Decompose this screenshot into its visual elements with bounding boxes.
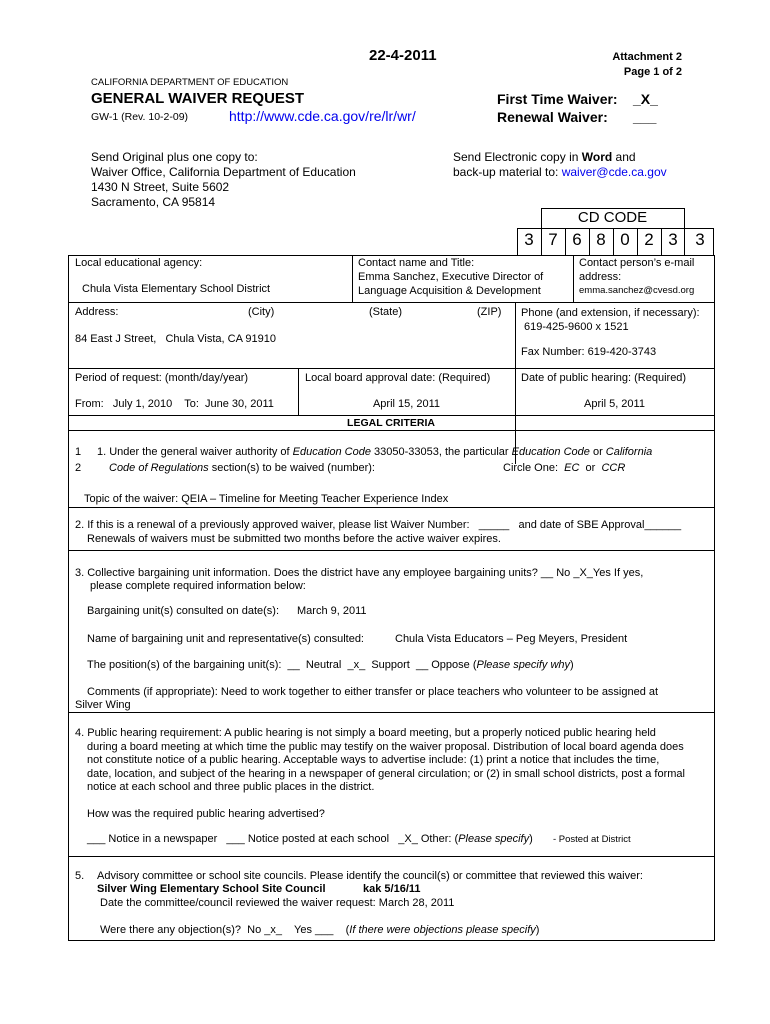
department-name: CALIFORNIA DEPARTMENT OF EDUCATION	[91, 77, 289, 88]
section3-line1: 3. Collective bargaining unit information. Does the district have any employee bargaining units? __ No _X_Yes If yes,	[75, 567, 644, 579]
section-number: 2	[75, 462, 82, 474]
renewal-waiver-value[interactable]: ___	[633, 109, 657, 125]
phone-label: Phone (and extension, if necessary):	[521, 307, 700, 319]
phone-block	[521, 306, 700, 334]
cd-code-digit: 0	[620, 230, 630, 249]
waiver-topic[interactable]: Topic of the waiver: QEIA – Timeline for Meeting Teacher Experience Index	[84, 493, 449, 505]
send-electronic-text: and	[612, 150, 636, 164]
section4-line: not constitute notice of a public hearing. Acceptable ways to advertise include: (1) print a notice that includes the time,	[87, 754, 660, 766]
city-label: (City)	[248, 306, 275, 318]
council-initials[interactable]: kak 5/16/11	[363, 883, 421, 895]
section-number: 1	[75, 446, 82, 458]
council-review-date[interactable]: Date the committee/council reviewed the waiver request: March 28, 2011	[100, 897, 455, 909]
period-label: Period of request: (month/day/year)	[75, 372, 249, 384]
waiver-url-link[interactable]: http://www.cde.ca.gov/re/lr/wr/	[229, 108, 416, 124]
text: Education Code	[292, 446, 371, 458]
cd-code-digit: 3	[524, 230, 534, 249]
first-time-waiver-label: First Time Waiver:	[497, 91, 618, 107]
bargaining-position[interactable]	[87, 659, 574, 671]
address-label: Address:	[75, 306, 119, 318]
fax-number[interactable]: Fax Number: 619-420-3743	[521, 346, 657, 358]
renewal-waiver-label: Renewal Waiver:	[497, 109, 608, 125]
email-value[interactable]: emma.sanchez@cvesd.org	[579, 285, 695, 296]
cd-code-digit: 8	[596, 230, 606, 249]
first-time-waiver-value[interactable]: _X_	[633, 91, 658, 107]
ec-option[interactable]: EC	[564, 462, 580, 474]
text: Education Code	[511, 446, 590, 458]
section4-line: 4. Public hearing requirement: A public hearing is not simply a board meeting, but a properly noticed public hearing held	[75, 727, 656, 739]
text: )	[529, 833, 533, 845]
section2-line1: 2. If this is a renewal of a previously approved waiver, please list Waiver Number: _____ and date of SBE Approval______	[75, 519, 682, 531]
send-original-block	[91, 150, 356, 210]
send-line: Send Original plus one copy to:	[91, 150, 258, 164]
cd-code-label: CD CODE	[577, 209, 648, 226]
ccr-option[interactable]: CCR	[601, 462, 626, 474]
board-approval-value[interactable]: April 15, 2011	[372, 398, 441, 410]
email-label: Contact person’s e-mail	[579, 257, 695, 269]
bargaining-date-value[interactable]: March 9, 2011	[297, 605, 367, 617]
site-council-name[interactable]: Silver Wing Elementary School Site Council	[97, 883, 326, 895]
objections-line[interactable]	[100, 924, 539, 936]
send-line: 1430 N Street, Suite 5602	[91, 180, 230, 194]
address-value[interactable]: 84 East J Street, Chula Vista, CA 91910	[75, 333, 276, 345]
bargaining-date-label: Bargaining unit(s) consulted on date(s):	[87, 605, 279, 617]
text: Code of Regulations	[109, 462, 209, 474]
send-electronic-block	[453, 150, 667, 180]
cd-code-digit: 7	[548, 230, 558, 249]
cd-code-digit: 2	[644, 230, 654, 249]
text: or	[579, 462, 602, 474]
form-title: GENERAL WAIVER REQUEST	[91, 90, 305, 107]
cd-code-digit: 3	[668, 230, 678, 249]
text: 1. Under the general waiver authority of	[97, 446, 293, 458]
text: Please specify	[458, 833, 530, 845]
text: 33050-33053, the particular	[370, 446, 512, 458]
text: Circle One:	[503, 462, 565, 474]
page-number: Page 1 of 2	[623, 66, 682, 78]
section5-line1: Advisory committee or school site councils. Please identify the council(s) or committee that reviewed this waiver:	[97, 870, 643, 882]
send-line: Waiver Office, California Department of Education	[91, 165, 356, 179]
text: California	[605, 446, 653, 458]
hearing-other-value[interactable]: - Posted at District	[553, 834, 631, 845]
section1-line1	[97, 446, 652, 458]
section4-line: during a board meeting at which time the public may testify on the waiver proposal. Distribution of local board agenda does	[87, 740, 684, 753]
circle-one	[503, 462, 625, 474]
form-code: GW-1 (Rev. 10-2-09)	[91, 111, 189, 123]
bargaining-unit-value[interactable]: Chula Vista Educators – Peg Meyers, President	[395, 633, 628, 645]
email-block	[579, 256, 694, 298]
section-number: 5.	[75, 870, 85, 882]
board-approval-label: Local board approval date: (Required)	[305, 372, 491, 384]
email-label: address:	[579, 271, 622, 283]
section2-line2: Renewals of waivers must be submitted two months before the active waiver expires.	[87, 533, 501, 545]
form-date: 22-4-2011	[369, 47, 437, 64]
hearing-date-label: Date of public hearing: (Required)	[521, 372, 687, 384]
legal-criteria-heading: LEGAL CRITERIA	[347, 417, 435, 429]
hearing-date-value[interactable]: April 5, 2011	[584, 398, 645, 410]
text: Please specify why	[476, 659, 571, 671]
contact-block	[358, 256, 543, 298]
cd-code-digit: 6	[572, 230, 582, 249]
agency-label: Local educational agency:	[75, 257, 203, 269]
text: If there were objections please specify	[349, 924, 536, 936]
text: or	[589, 446, 606, 458]
comments-line2[interactable]: Silver Wing	[75, 699, 131, 711]
text: )	[570, 659, 574, 671]
section4-line: notice at each school and three public places in the district.	[87, 781, 375, 793]
send-electronic-text: Send Electronic copy in	[453, 150, 582, 164]
word-format-label: Word	[581, 150, 613, 164]
hearing-options[interactable]	[87, 833, 533, 845]
state-label: (State)	[369, 306, 403, 318]
section4-text	[75, 727, 685, 795]
section1-line2	[109, 462, 375, 474]
text: )	[535, 924, 540, 936]
send-line: Sacramento, CA 95814	[91, 195, 216, 209]
comments-line1[interactable]: Comments (if appropriate): Need to work together to either transfer or place teachers who volunteer to be assigned at	[87, 686, 659, 698]
text: ___ Notice in a newspaper ___ Notice posted at each school _X_ Other: (	[87, 833, 459, 845]
contact-label: Contact name and Title:	[358, 257, 475, 269]
contact-name[interactable]: Emma Sanchez, Executive Director of	[358, 271, 544, 283]
text: section(s) to be waived (number):	[208, 462, 375, 474]
phone-value[interactable]: 619-425-9600 x 1521	[524, 321, 629, 333]
section4-line: date, location, and subject of the hearing in a newspaper of general circulation; or (2) in small school districts, post a formal	[87, 767, 685, 780]
text: The position(s) of the bargaining unit(s): __ Neutral _x_ Support __ Oppose (	[87, 659, 477, 671]
attachment-label: Attachment 2	[612, 51, 682, 63]
cd-code-digit: 3	[695, 230, 705, 249]
hearing-question: How was the required public hearing advertised?	[87, 808, 325, 820]
zip-label: (ZIP)	[477, 306, 502, 318]
section3-line2: please complete required information below:	[90, 580, 306, 592]
text: Were there any objection(s)? No _x_ Yes ___ (	[100, 924, 350, 936]
agency-value[interactable]: Chula Vista Elementary School District	[82, 283, 271, 295]
backup-label: back-up material to:	[453, 165, 562, 179]
period-value[interactable]: From: July 1, 2010 To: June 30, 2011	[75, 398, 274, 410]
waiver-email-link[interactable]: waiver@cde.ca.gov	[561, 165, 667, 179]
bargaining-unit-label: Name of bargaining unit and representative(s) consulted:	[87, 633, 364, 645]
contact-title[interactable]: Language Acquisition & Development	[358, 285, 541, 297]
